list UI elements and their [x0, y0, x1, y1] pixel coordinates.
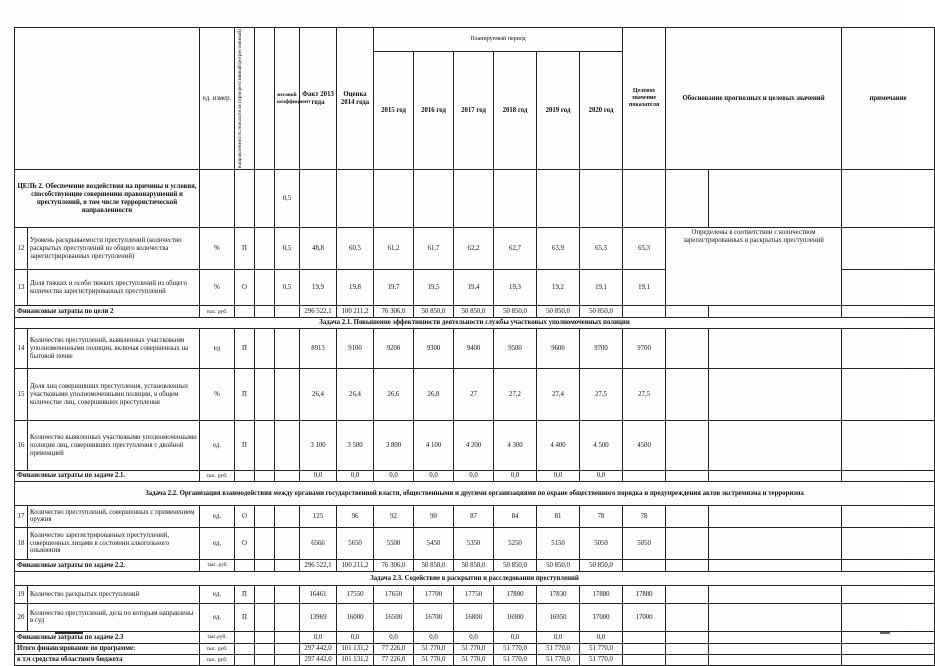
task-2-2-heading: Задача 2.2. Организация взаимодействия между органами государственной власти, общественными и другими организациями по охране общественного порядка и предупреждения актов экстремизма и терроризма	[15, 481, 935, 505]
program-indicators-table	[14, 27, 935, 666]
table-row: 19 Количество раскрытых преступлений ед. П 16461 17550 17650 17700 17750 17800 17830 17880 17880	[15, 585, 935, 603]
task-heading-row	[15, 481, 935, 505]
total-row: Итого финансирование по программе: тыс. руб. 297 442,0 101 131,2 77 226,0 51 770,0 51 770,0 51 770,0 51 770,0 51 770,0	[15, 643, 935, 654]
task-heading-row	[15, 318, 935, 329]
header-target: Целевое значение показателя	[623, 28, 666, 170]
header-2018: 2018 год	[494, 52, 537, 170]
goal-weight: 0,5	[275, 170, 300, 228]
finance-goal-row: Финансовые затраты по цели 2 тыс. руб. 296 522,1 100 211,2 76 306,0 50 850,0 50 850,0 50 850,0 50 850,0 50 850,0	[15, 306, 935, 318]
table-row: 13 Доля тяжких и особо тяжких преступлений из общего количества зарегистрированных преступлений % О 0,5 19,9 19,8 19,7 19,5 19,4 19,3 19,2 19,1 19,1	[15, 270, 935, 306]
header-2016: 2016 год	[414, 52, 454, 170]
table-row: 20 Количество преступлений, дела по которым направлены в суд ед. П 13969 16000 16500 16700 16800 16900 16950 17000 17000	[15, 603, 935, 631]
table-row: 18 Количество зарегистрированных преступлений, совершенных лицами в состоянии алкогольного опьянения ед. О 6566 5650 5500 5450 5350 5250 5150 5050 5050	[15, 527, 935, 559]
table-row: 17 Количество преступлений, совершенных с применением оружия ед. О 125 96 92 90 87 84 81 78 78	[15, 505, 935, 527]
header-2020: 2020 год	[580, 52, 623, 170]
header-note: примечание	[842, 28, 935, 170]
header-basis: Обоснование прогнозных и целевых значений	[666, 28, 842, 170]
header-estimate-2014: Оценка 2014 года	[337, 28, 374, 170]
table-row: 12 Уровень раскрываемости преступлений (количество раскрытых преступлений из общего количества зарегистрированных преступлений) % П 0,5 48,8 60,5 61,2 61,7 62,2 62,7 63,9 65,3 65,3 Определены в соответствии с количеством зарегистрированных и раскрытых преступлений	[15, 228, 935, 270]
table-row: 16 Количество выявленных участковыми уполномоченными полиции лиц, совершивших преступления с двойной превенцией ед. П 3 100 3 500 3 800 4 100 4 200 4 300 4 400 4 500 4500	[15, 421, 935, 471]
scan-artifact	[55, 632, 83, 634]
basis-text: Определены в соответствии с количеством зарегистрированных и раскрытых преступлений	[666, 228, 842, 306]
header-planned-period: Планируемый период	[374, 28, 623, 52]
regional-budget-row: в т.ч средства областного бюджета тыс. руб. 297 442,0 101 131,2 77 226,0 51 770,0 51 770,0 51 770,0 51 770,0 51 770,0	[15, 654, 935, 665]
header-2017: 2017 год	[454, 52, 494, 170]
task-2-3-heading: Задача 2.3. Содействие в раскрытии и расследовании преступлений	[15, 571, 935, 585]
finance-task-row: Финансовые затраты по задаче 2.2. тыс. руб 296 522,1 100 211,2 76 306,0 50 850,0 50 850,0 50 850,0 50 850,0 50 850,0	[15, 559, 935, 571]
finance-task-row: Финансовые затраты по задаче 2.3 тыс.руб. 0,0 0,0 0,0 0,0 0,0 0,0 0,0 0,0	[15, 631, 935, 643]
table-row: 14 Количество преступлений, выявленных участковыми уполномоченными полиции, включая совершенных на бытовой почве ед П 8913 9100 9200 9300 9400 9500 9600 9700 9700	[15, 329, 935, 369]
task-heading-row	[15, 571, 935, 585]
task-2-1-heading: Задача 2.1. Повышение эффективности деятельности службы участковых уполномоченных полиции	[15, 318, 935, 329]
header-2015: 2015 год	[374, 52, 414, 170]
goal-row	[15, 170, 935, 228]
header-2019: 2019 год	[537, 52, 580, 170]
goal-text: ЦЕЛЬ 2. Обеспечение воздействия на причины и условия, способствующие совершению правонарушений и преступлений, в том числе террористической направленности	[15, 170, 200, 228]
header-weight: весовой коэффициент	[275, 28, 300, 170]
header-unit: ед. измер.	[200, 28, 235, 170]
header-direction: направленность показателя (прогрессивный/регрессивный)	[237, 29, 243, 169]
finance-task-row: Финансовые затраты по задаче 2.1. тыс. руб. 0,0 0,0 0,0 0,0 0,0 0,0 0,0 0,0	[15, 471, 935, 482]
table-row: 15 Доля лиц совершивших преступления, установленных участковыми уполномоченными полиции, в общем количестве лиц, совершивших преступления % П 26,4 26,4 26,6 26,8 27 27,2 27,4 27,5 27,5	[15, 369, 935, 421]
header-fact-2013: Факт 2013 года	[300, 28, 337, 170]
scan-artifact	[880, 632, 890, 634]
